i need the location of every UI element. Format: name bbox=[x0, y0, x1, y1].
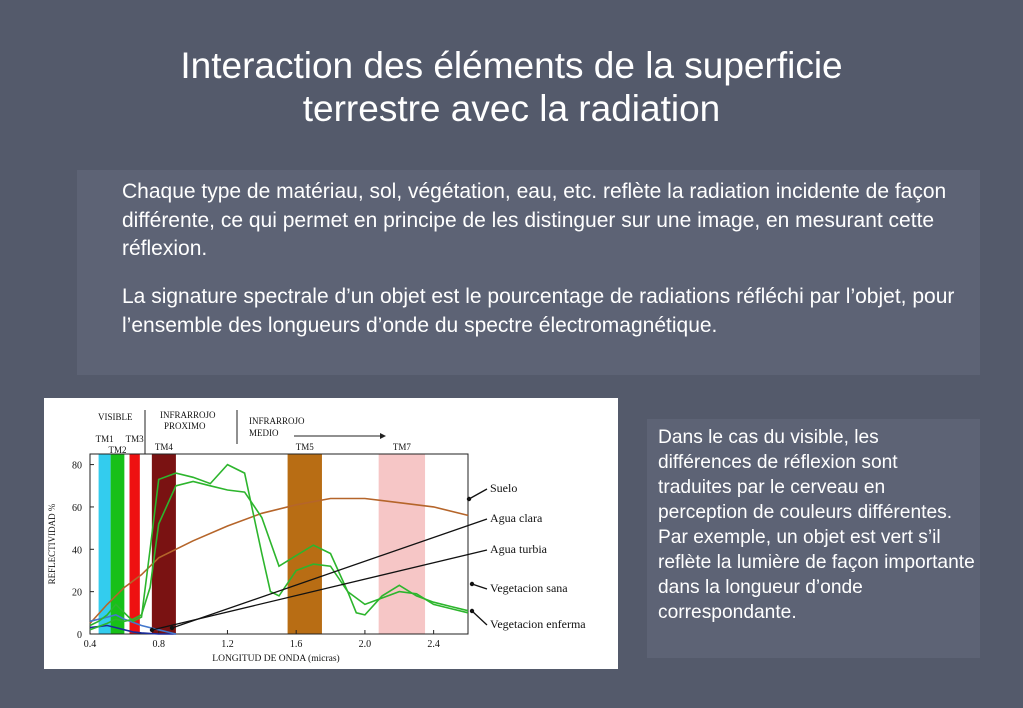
x-tick-label: 2.4 bbox=[427, 639, 440, 650]
spectral-signature-figure bbox=[44, 398, 618, 669]
side-paragraph: Dans le cas du visible, les différences de réflexion sont traduites par le cerveau en perception de couleurs différentes. Par exemple, un objet est vert s’il reflète la lumière de façon importante dans la longueur d’onde correspondante. bbox=[658, 427, 975, 623]
x-tick-label: 0.8 bbox=[152, 639, 165, 650]
x-axis-title: LONGITUD DE ONDA (micras) bbox=[212, 654, 340, 664]
y-tick-label: 20 bbox=[72, 587, 82, 599]
region-label-mir-line1: INFRARROJO bbox=[249, 416, 305, 426]
y-tick-label: 80 bbox=[72, 460, 82, 472]
band-label-tm4: TM4 bbox=[154, 442, 173, 452]
slide-title bbox=[0, 44, 1023, 130]
band-tm7 bbox=[379, 454, 425, 634]
pointer-line-1 bbox=[172, 519, 487, 628]
pointer-tip-4 bbox=[470, 609, 474, 613]
pointer-line-0 bbox=[469, 489, 487, 499]
region-label-mir-line2: MEDIO bbox=[249, 428, 279, 438]
region-label-visible: VISIBLE bbox=[98, 412, 133, 422]
title-line-2: terrestre avec la radiation bbox=[302, 88, 721, 129]
y-tick-label: 40 bbox=[72, 545, 82, 557]
y-axis-title: REFLECTIVIDAD % bbox=[47, 503, 57, 585]
intro-text-box bbox=[77, 170, 980, 375]
pointer-tip-1 bbox=[170, 626, 174, 630]
series-label-agua-turbia: Agua turbia bbox=[490, 542, 547, 556]
band-label-tm3: TM3 bbox=[125, 434, 144, 444]
y-tick-label: 0 bbox=[77, 630, 82, 641]
side-text-box bbox=[647, 419, 980, 658]
series-label-suelo: Suelo bbox=[490, 481, 518, 495]
band-label-tm5: TM5 bbox=[295, 442, 314, 452]
y-tick-label: 60 bbox=[72, 502, 82, 514]
x-tick-label: 2.0 bbox=[358, 639, 372, 650]
pointer-tip-2 bbox=[150, 628, 154, 632]
region-label-nir-line2: PROXIMO bbox=[164, 421, 206, 431]
pointer-tip-3 bbox=[470, 582, 474, 586]
pointer-tip-0 bbox=[467, 497, 471, 501]
x-tick-label: 1.2 bbox=[221, 639, 234, 650]
band-tm5 bbox=[288, 454, 322, 634]
region-label-nir-line1: INFRARROJO bbox=[160, 410, 216, 420]
band-label-tm7: TM7 bbox=[392, 442, 411, 452]
pointer-line-4 bbox=[472, 611, 487, 625]
series-label-vegetacion-sana: Vegetacion sana bbox=[490, 581, 568, 595]
title-line-1: Interaction des éléments de la superficie bbox=[180, 45, 843, 86]
series-label-agua-clara: Agua clara bbox=[490, 511, 543, 525]
band-tm3 bbox=[130, 454, 140, 634]
band-label-tm1: TM1 bbox=[95, 434, 114, 444]
intro-paragraph-2: La signature spectrale d’un objet est le pourcentage de radiations réfléchi par l’objet, pour l’ensemble des longueurs d’onde du spectre électromagnétique. bbox=[122, 285, 955, 337]
band-label-tm2: TM2 bbox=[108, 445, 127, 455]
intro-paragraph-1: Chaque type de matériau, sol, végétation, eau, etc. reflète la radiation incidente de façon différente, ce qui permet en principe de les distinguer sur une image, en mesurant cette réflexion. bbox=[122, 180, 947, 260]
x-tick-label: 0.4 bbox=[83, 639, 97, 650]
pointer-line-3 bbox=[472, 584, 487, 589]
spectral-chart bbox=[44, 398, 618, 669]
mir-arrow-head bbox=[380, 433, 386, 439]
x-tick-label: 1.6 bbox=[289, 639, 303, 650]
series-label-vegetacion-enferma: Vegetacion enferma bbox=[490, 617, 586, 631]
